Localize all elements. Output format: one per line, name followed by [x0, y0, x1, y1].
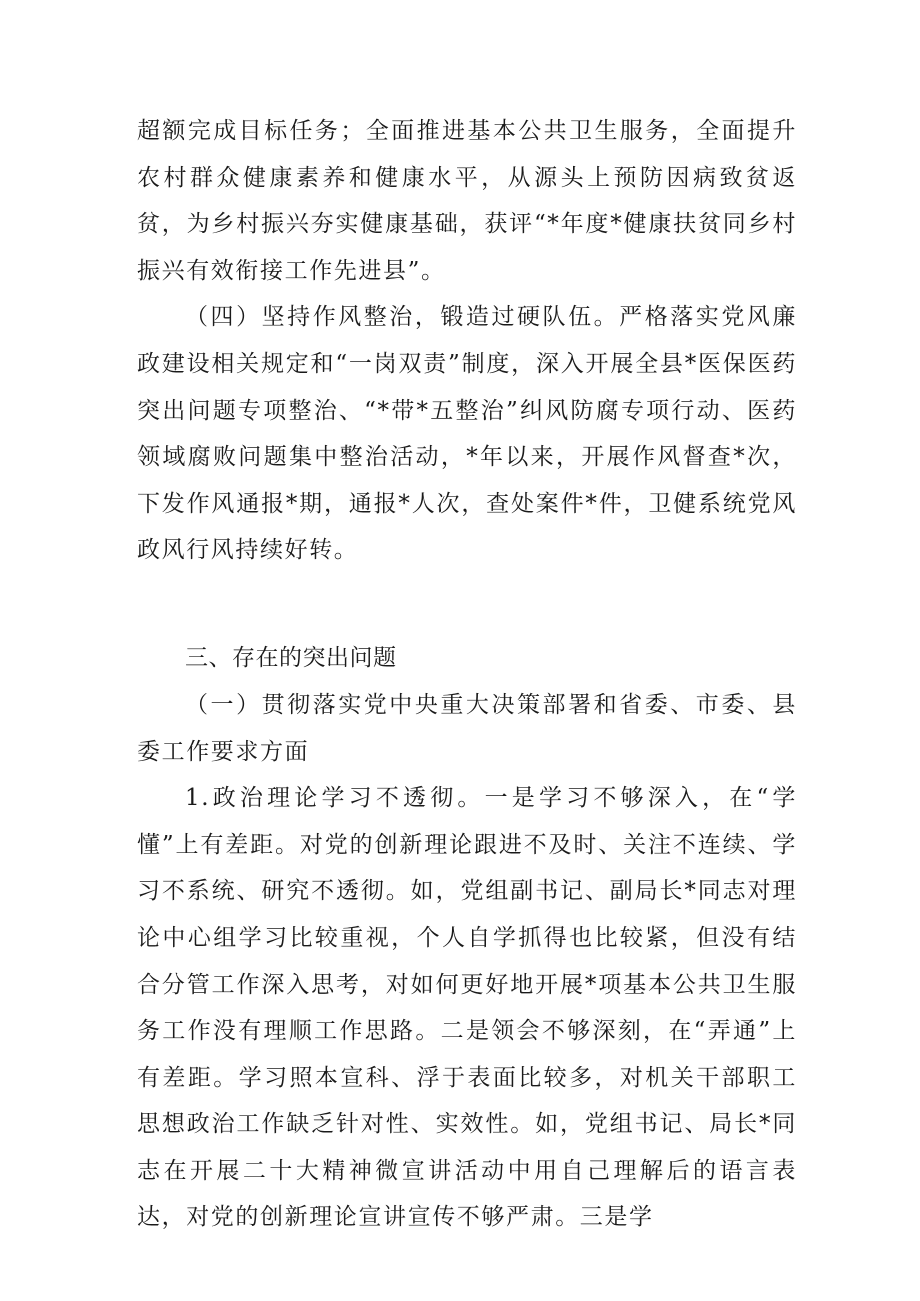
paragraph-point-1: 1.政治理论学习不透彻。一是学习不够深入，在“学懂”上有差距。对党的创新理论跟进不及时、关注不连续、学习不系统、研究不透彻。如，党组副书记、副局长*同志对理论中心组学习比较重视，个人自学抓得也比较紧，但没有结合分管工作深入思考，对如何更好地开展*项基本公共卫生服务工作没有理顺工作思路。二是领会不够深刻，在“弄通”上有差距。学习照本宣科、浮于表面比较多，对机关干部职工思想政治工作缺乏针对性、实效性。如，党组书记、局长*同志在开展二十大精神微宣讲活动中用自己理解后的语言表达，对党的创新理论宣讲宣传不够严肃。三是学	[137, 785, 797, 1231]
subsection-heading: （一）贯彻落实党中央重大决策部署和省委、市委、县委工作要求方面	[137, 691, 797, 765]
paragraph-continued: 超额完成目标任务；全面推进基本公共卫生服务，全面提升农村群众健康素养和健康水平，从源头上预防因病致贫返贫，为乡村振兴夯实健康基础，获评“*年度*健康扶贫同乡村振兴有效衔接工作先进县”。	[137, 118, 797, 284]
document-body	[137, 108, 797, 1241]
section-heading: 三、存在的突出问题	[185, 644, 397, 671]
paragraph-section-4: （四）坚持作风整治，锻造过硬队伍。严格落实党风廉政建设相关规定和“一岗双责”制度，深入开展全县*医保医药突出问题专项整治、“*带*五整治”纠风防腐专项行动、医药领域腐败问题集中整治活动，*年以来，开展作风督查*次，下发作风通报*期，通报*人次，查处案件*件，卫健系统党风政风行风持续好转。	[137, 304, 797, 564]
